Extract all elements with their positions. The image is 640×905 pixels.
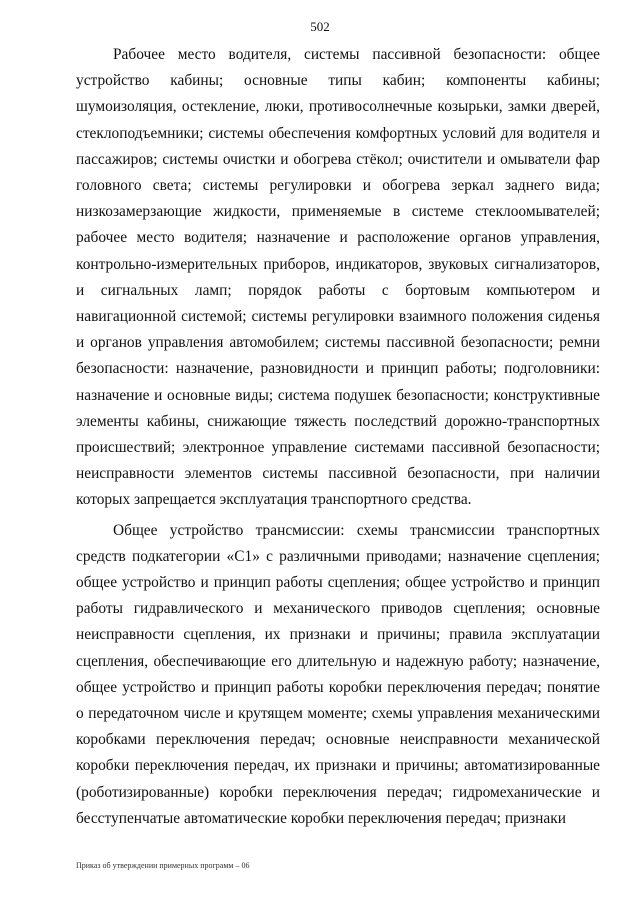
footer-note: Приказ об утверждении примерных программ – 06 [76,861,250,870]
document-body [76,42,600,832]
paragraph-driver-workplace: Рабочее место водителя, системы пассивной безопасности: общее устройство кабины; основные типы кабин; компоненты кабины; шумоизоляция, остекление, люки, противосолнечные козырьки, замки дверей, стеклоподъемники; системы обеспечения комфортных условий для водителя и пассажиров; системы очистки и обогрева стёкол; очистители и омыватели фар головного света; системы регулировки и обогрева зеркал заднего вида; низкозамерзающие жидкости, применяемые в системе стеклоомывателей; рабочее место водителя; назначение и расположение органов управления, контрольно-измерительных приборов, индикаторов, звуковых сигнализаторов, и сигнальных ламп; порядок работы с бортовым компьютером и навигационной системой; системы регулировки взаимного положения сиденья и органов управления автомобилем; системы пассивной безопасности; ремни безопасности: назначение, разновидности и принцип работы; подголовники: назначение и основные виды; система подушек безопасности; конструктивные элементы кабины, снижающие тяжесть последствий дорожно-транспортных происшествий; электронное управление системами пассивной безопасности; неисправности элементов системы пассивной безопасности, при наличии которых запрещается эксплуатация транспортного средства. [76,46,600,509]
paragraph-transmission: Общее устройство трансмиссии: схемы трансмиссии транспортных средств подкатегории «C1» с различными приводами; назначение сцепления; общее устройство и принцип работы сцепления; общее устройство и принцип работы гидравлического и механического приводов сцепления; основные неисправности сцепления, их признаки и причины; правила эксплуатации сцепления, обеспечивающие его длительную и надежную работу; назначение, общее устройство и принцип работы коробки переключения передач; понятие о передаточном числе и крутящем моменте; схемы управления механическими коробками переключения передач; основные неисправности механической коробки переключения передач, их признаки и причины; автоматизированные (роботизированные) коробки переключения передач; гидромеханические и бесступенчатые автоматические коробки переключения передач; признаки [76,521,600,827]
page-number: 502 [310,19,330,34]
